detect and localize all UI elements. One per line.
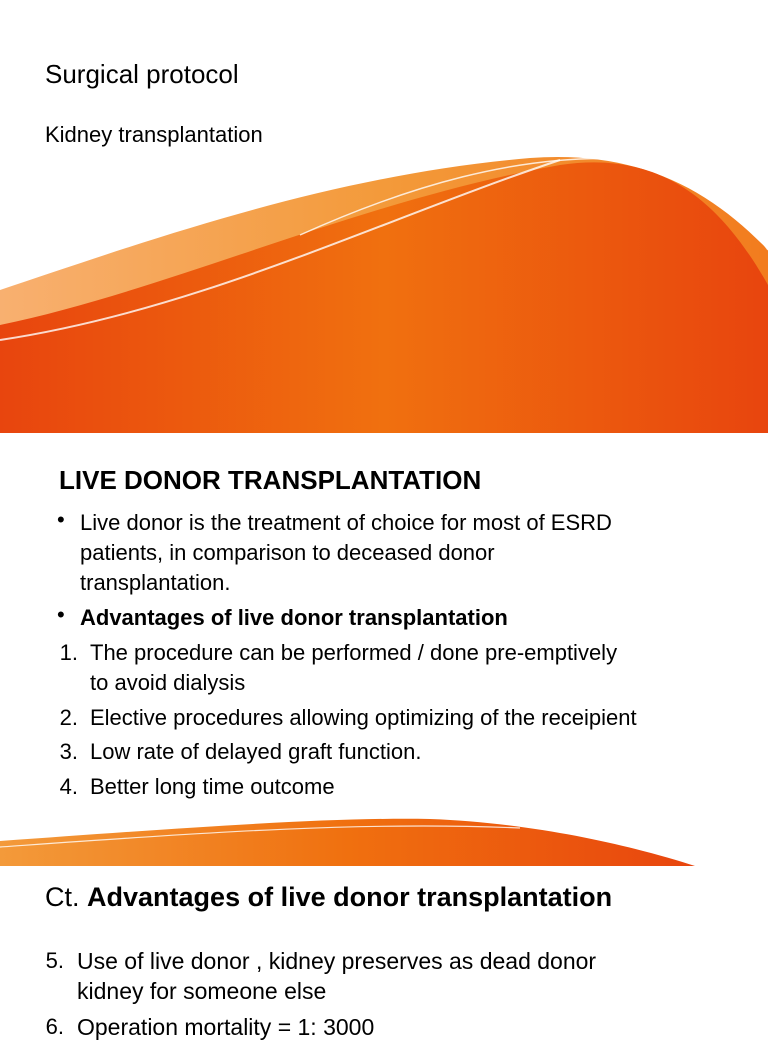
heading-prefix: Ct. (45, 882, 80, 912)
list-item-text: Better long time outcome (90, 774, 335, 799)
list-item-text: Elective procedures allowing optimizing of the receipient (90, 705, 637, 730)
list-item-text: Operation mortality = 1: 3000 (77, 1014, 375, 1040)
list-item-text: The procedure can be performed / done pre-emptively (90, 640, 618, 665)
list-number: 2. (59, 705, 78, 730)
list-item-text: Low rate of delayed graft function. (90, 739, 422, 764)
content-slide-live-donor (0, 433, 768, 866)
bullet-text: transplantation. (80, 570, 231, 595)
list-item-text: to avoid dialysis (90, 670, 246, 695)
bullet-icon: • (57, 507, 65, 532)
slide-title: Surgical protocol (45, 59, 239, 89)
bullet-text: Live donor is the treatment of choice for most of ESRD (80, 510, 612, 535)
list-number: 1. (59, 640, 78, 665)
list-item-text: Use of live donor , kidney preserves as dead donor (77, 948, 597, 974)
slide-subtitle: Kidney transplantation (45, 122, 263, 147)
list-item-text: kidney for someone else (77, 978, 327, 1004)
bullet-icon: • (57, 602, 65, 627)
list-number: 6. (45, 1014, 64, 1039)
bullet-subheading: Advantages of live donor transplantation (80, 605, 508, 630)
list-number: 3. (59, 739, 78, 764)
content-slide-continued (0, 866, 768, 1040)
bullet-text: patients, in comparison to deceased donor (80, 540, 495, 565)
heading-bold: Advantages of live donor transplantation (87, 882, 613, 912)
title-slide (0, 0, 768, 433)
section-heading: LIVE DONOR TRANSPLANTATION (59, 465, 482, 495)
list-number: 5. (45, 948, 64, 973)
section-heading (45, 882, 612, 913)
list-number: 4. (59, 774, 78, 799)
